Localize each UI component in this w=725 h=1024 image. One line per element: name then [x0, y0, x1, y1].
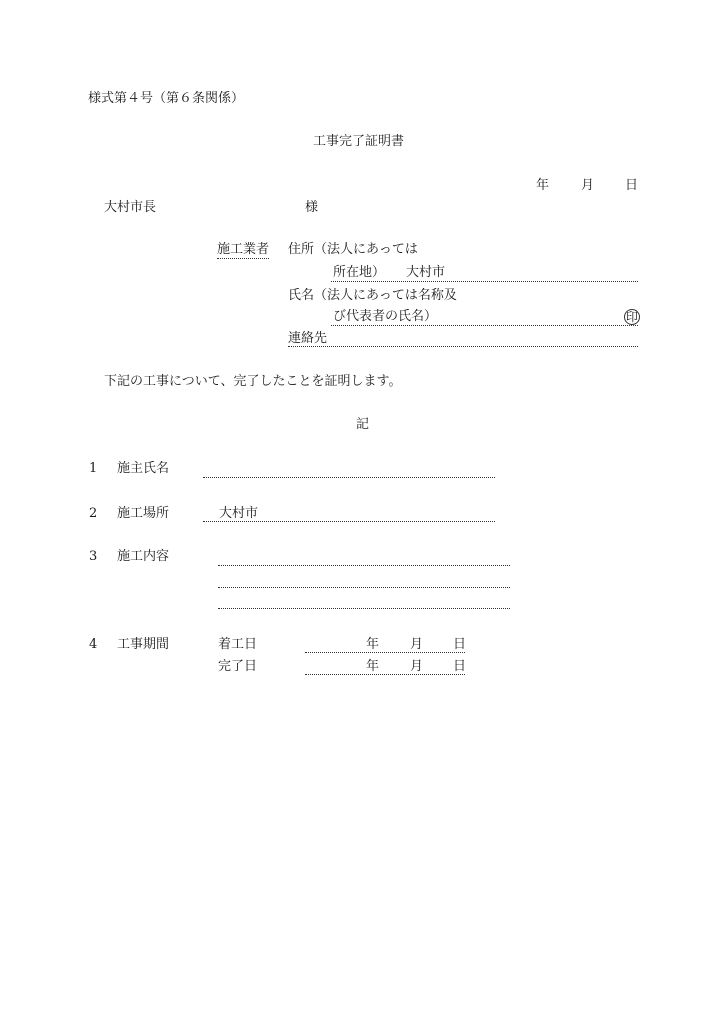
- item1-dotted-line: [203, 477, 495, 478]
- item1-number: 1: [89, 461, 98, 476]
- contractor-heading: 施工業者: [217, 242, 270, 257]
- date-month-label: 月: [581, 178, 595, 193]
- item3-dotted-line-3: [218, 608, 510, 609]
- name-label-line1: 氏名（法人にあっては名称及: [288, 288, 457, 303]
- item3-label: 施工内容: [117, 549, 170, 564]
- contact-label: 連絡先: [288, 331, 328, 346]
- contact-dotted-line: [288, 346, 638, 347]
- seal-mark: 印: [625, 310, 638, 324]
- start-date-dotted-line: [305, 652, 465, 653]
- date-year-label: 年: [536, 178, 550, 193]
- item3-dotted-line-2: [218, 587, 510, 588]
- statement-text: 下記の工事について、完了したことを証明します。: [104, 374, 402, 389]
- item4-number: 4: [89, 637, 98, 652]
- start-year-label: 年: [366, 637, 380, 652]
- item4-label: 工事期間: [117, 637, 170, 652]
- end-date-dotted-line: [305, 674, 465, 675]
- item2-number: 2: [89, 506, 98, 521]
- item3-dotted-line-1: [218, 565, 510, 566]
- ki-heading: 記: [356, 417, 370, 432]
- end-year-label: 年: [366, 659, 380, 674]
- item3-number: 3: [89, 549, 98, 564]
- end-date-label: 完了日: [218, 659, 258, 674]
- start-date-label: 着工日: [218, 637, 258, 652]
- end-month-label: 月: [410, 659, 424, 674]
- address-label-line1: 住所（法人にあっては: [288, 242, 418, 257]
- name-label-line2: び代表者の氏名）: [333, 309, 438, 324]
- document-title: 工事完了証明書: [313, 134, 405, 149]
- form-label: 様式第４号（第６条関係）: [88, 91, 245, 106]
- end-day-label: 日: [453, 659, 467, 674]
- recipient-name: 大村市長: [104, 200, 157, 215]
- item1-label: 施主氏名: [117, 461, 170, 476]
- address-value: 大村市: [406, 265, 446, 280]
- start-month-label: 月: [410, 637, 424, 652]
- name-dotted-line: [331, 325, 638, 326]
- address-label-line2: 所在地）: [333, 265, 386, 280]
- item2-dotted-line: [203, 521, 495, 522]
- date-day-label: 日: [625, 178, 639, 193]
- recipient-honorific: 様: [305, 200, 319, 215]
- item2-label: 施工場所: [117, 506, 170, 521]
- start-day-label: 日: [453, 637, 467, 652]
- item2-value: 大村市: [219, 506, 259, 521]
- address-dotted-line: [331, 281, 638, 282]
